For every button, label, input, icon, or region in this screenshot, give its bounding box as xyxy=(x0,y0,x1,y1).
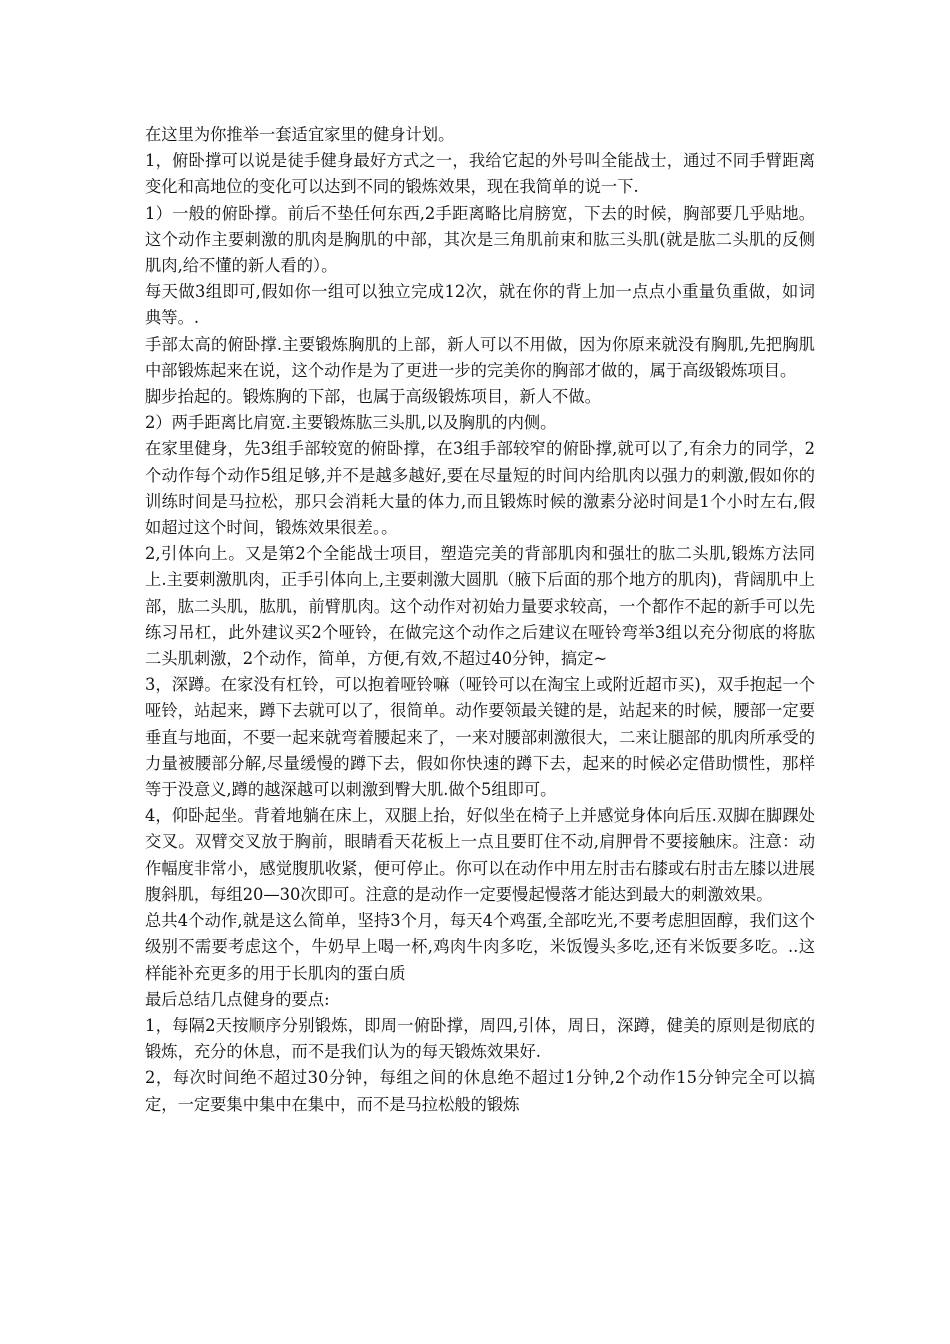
wide-pushup-paragraph: 2）两手距离比肩宽.主要锻炼肱三头肌,以及胸肌的内侧。 xyxy=(145,413,557,433)
intro-paragraph: 在这里为你推举一套适宜家里的健身计划。 xyxy=(145,125,455,144)
squat-paragraph: 3，深蹲。在家没有杠铃，可以抱着哑铃嘛（哑铃可以在淘宝上或附近超市买)，双手抱起一个哑铃，站起来，蹲下去就可以了，很简单。动作要领最关键的是，站起来的时候，腰部一定要垂直与地面，不要一起来就弯着腰起来了，一来对腰部刺激很大，二来让腿部的肌肉所承受的力量被腰部分解,尽量缓慢的蹲下去，假如你快速的蹲下去，起来的时候必定借助惯性，那样等于没意义,蹲的越深越可以刺激到臀大肌.做个5组即可。 xyxy=(145,675,815,800)
pushup-intro-paragraph: 1，俯卧撑可以说是徒手健身最好方式之一，我给它起的外号叫全能战士，通过不同手臂距离变化和高地位的变化可以达到不同的锻炼效果，现在我简单的说一下. xyxy=(145,151,815,197)
summary-heading: 最后总结几点健身的要点: xyxy=(145,989,330,1009)
decline-pushup-paragraph: 脚步抬起的。锻炼胸的下部，也属于高级锻炼项目，新人不做。 xyxy=(145,387,601,407)
pullup-paragraph: 2,引体向上。又是第2个全能战士项目，塑造完美的背部肌肉和强壮的肱二头肌,锻炼方法同上.主要刺激肌肉，正手引体向上,主要刺激大圆肌（腋下后面的那个地方的肌肉)，背阔肌中上部，肱二头肌，肱肌，前臂肌肉。这个动作对初始力量要求较高，一个都作不起的新手可以先练习吊杠，此外建议买2个哑铃，在做完这个动作之后建议在哑铃弯举3组以充分彻底的将肱二头肌刺激，2个动作，简单，方便,有效,不超过40分钟，搞定~ xyxy=(145,544,815,669)
standard-pushup-paragraph: 1）一般的俯卧撑。前后不垫任何东西,2手距离略比肩膀宽，下去的时候，胸部要几乎贴地。这个动作主要刺激的肌肉是胸肌的中部，其次是三角肌前束和肱三头肌(就是肱二头肌的反侧肌肉,给不懂的新人看的）。 xyxy=(145,203,815,276)
summary-point-2: 2，每次时间绝不超过30分钟，每组之间的休息绝不超过1分钟,2个动作15分钟完全可以搞定，一定要集中集中在集中，而不是马拉松般的锻炼 xyxy=(145,1068,815,1114)
home-training-paragraph: 在家里健身，先3组手部较宽的俯卧撑，在3组手部较窄的俯卧撑,就可以了,有余力的同学，2个动作每个动作5组足够,并不是越多越好,要在尽量短的时间内给肌肉以强力的刺激,假如你的训练时间是马拉松，那只会消耗大量的体力,而且锻炼时候的激素分泌时间是1个小时左右,假如超过这个时间，锻炼效果很差。。 xyxy=(145,439,815,538)
diet-paragraph: 总共4个动作,就是这么简单，坚持3个月，每天4个鸡蛋,全部吃光,不要考虑胆固醇，我们这个级别不需要考虑这个，牛奶早上喝一杯,鸡肉牛肉多吃，米饭馒头多吃,还有米饭要多吃。..这样能补充更多的用于长肌肉的蛋白质 xyxy=(145,911,815,983)
situp-paragraph: 4，仰卧起坐。背着地躺在床上，双腿上抬，好似坐在椅子上并感觉身体向后压.双脚在脚踝处交叉。双臂交叉放于胸前，眼睛看天花板上一点且要盯住不动,肩胛骨不要接触床。注意：动作幅度非常小，感觉腹肌收紧，便可停止。你可以在动作中用左肘击右膝或右肘击左膝以进展腹斜肌，每组20—30次即可。注意的是动作一定要慢起慢落才能达到最大的刺激效果。 xyxy=(145,806,815,904)
daily-sets-paragraph: 每天做3组即可,假如你一组可以独立完成12次，就在你的背上加一点点小重量负重做，如词典等。. xyxy=(145,282,815,328)
document-body xyxy=(145,122,815,1118)
summary-point-1: 1，每隔2天按顺序分别锻炼，即周一俯卧撑，周四,引体，周日，深蹲，健美的原则是彻底的锻炼，充分的休息，而不是我们认为的每天锻炼效果好. xyxy=(145,1015,815,1062)
incline-pushup-paragraph: 手部太高的俯卧撑.主要锻炼胸肌的上部，新人可以不用做，因为你原来就没有胸肌,先把胸肌中部锻炼起来在说，这个动作是为了更进一步的完美你的胸部才做的，属于高级锻炼项目。 xyxy=(145,334,815,380)
